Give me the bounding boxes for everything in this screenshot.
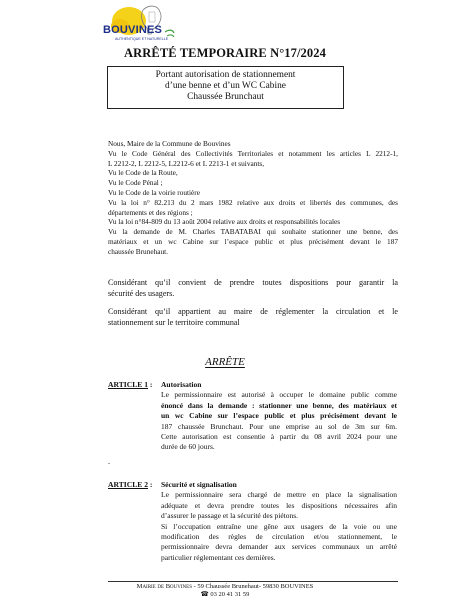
subject-line: Chaussée Brunchaut xyxy=(187,92,264,102)
considerant-2 xyxy=(108,307,398,329)
article-2-body xyxy=(161,480,397,563)
article-line: énoncé dans la demande : stationner une benne, des matériaux et xyxy=(161,400,397,410)
article-line: particulier réglementant ces dernières. xyxy=(161,552,276,562)
visa-line: Vu le Code Pénal ; xyxy=(108,178,163,188)
visa-line: matériaux et un wc Cabine sur l’espace public et plus précisément devant le 187 xyxy=(108,236,398,246)
logo-wordmark: BOUVINES xyxy=(103,24,163,36)
article-line: un wc Cabine sur l’espace public et plus précisément devant le xyxy=(161,411,397,421)
visa-line: Vu la demande de M. Charles TABATABAI qui souhaite stationner une benne, des xyxy=(108,227,398,237)
considerant-line: Considérant qu’il appartient au maire de réglementer la circulation et le xyxy=(108,307,398,316)
article-title: Autorisation xyxy=(161,380,202,389)
footer-phone: ☎ 03 20 41 31 59 xyxy=(200,591,250,598)
article-line: Le permissionnaire sera chargé de mettre en place la signalisation xyxy=(161,490,397,500)
visas-section xyxy=(108,139,398,257)
article-line: 187 chaussée Brunchaut. Pour une emprise au sol de 3m sur 6m. xyxy=(161,421,397,431)
visa-line: Vu la loi n° 82.213 du 2 mars 1982 relative aux droits et libertés des communes, des xyxy=(108,197,398,207)
article-2-label: ARTICLE 2 : xyxy=(108,480,153,489)
article-line: Si l’occupation entraîne une gêne aux usagers de la voie ou une xyxy=(161,521,397,531)
arrete-heading: ARRÊTE xyxy=(205,356,245,368)
article-line: Le permissionnaire est autorisé à occuper le domaine public comme xyxy=(161,390,397,400)
visa-line: Vu la loi n°84-809 du 13 août 2004 relative aux droits et responsabilités locales xyxy=(108,217,341,227)
article-line: Cette autorisation est consentie à partir du 08 avril 2024 pour une xyxy=(161,432,397,442)
subject-line: Portant autorisation de stationnement xyxy=(155,70,296,80)
footer-mairie: Mairie de Bouvines xyxy=(136,583,192,590)
subject-line: d’une benne et d’un WC Cabine xyxy=(165,81,286,91)
commune-logo xyxy=(103,2,177,46)
visa-line: Nous, Maire de la Commune de Bouvines xyxy=(108,139,231,148)
article-line: modification des règles de circulation et/ou stationnement, le xyxy=(161,532,397,542)
footer-divider xyxy=(108,581,398,582)
document-title: ARRÊTÉ TEMPORAIRE N°17/2024 xyxy=(124,46,326,60)
article-1-label: ARTICLE 1 : xyxy=(108,380,153,389)
footer-address: - 59 Chaussée Brunehaut- 59830 BOUVINES xyxy=(191,583,314,590)
considerant-1 xyxy=(108,278,398,300)
article-line: permissionnaire devra demander aux services communaux un arrêté xyxy=(161,542,397,552)
separator-mark: . xyxy=(108,457,110,466)
article-title: Sécurité et signalisation xyxy=(161,480,237,489)
visa-line: Vu le Code Général des Collectivités Territoriales et notamment les articles L 2212-1, xyxy=(108,148,398,158)
visa-line: Vu le Code de la voirie routière xyxy=(108,187,200,197)
visa-line: départements et des régions ; xyxy=(108,207,193,217)
considerant-line: stationnement sur le territoire communal xyxy=(108,317,240,327)
considerant-line: Considérant qu’il convient de prendre toutes dispositions pour garantir la xyxy=(108,278,398,287)
footer xyxy=(0,583,450,599)
visa-line: Vu le Code de la Route, xyxy=(108,168,178,178)
article-line: durée de 60 jours. xyxy=(161,442,215,452)
article-line: d’assurer le passage et la sécurité des piétons. xyxy=(161,511,299,521)
subject-box xyxy=(107,66,344,109)
considerant-line: sécurité des usagers. xyxy=(108,288,175,298)
visa-line: L 2212-2, L 2212-5, L2212-6 et L 2213-1 et suivants, xyxy=(108,158,265,168)
article-1-body xyxy=(161,380,397,453)
article-line: adéquate et devra prendre toutes les dispositions nécessaires afin xyxy=(161,500,397,510)
logo-tagline: AUTHENTIQUE ET NATURELLE xyxy=(115,37,169,41)
visa-line: chaussée Brunehaut. xyxy=(108,246,168,256)
